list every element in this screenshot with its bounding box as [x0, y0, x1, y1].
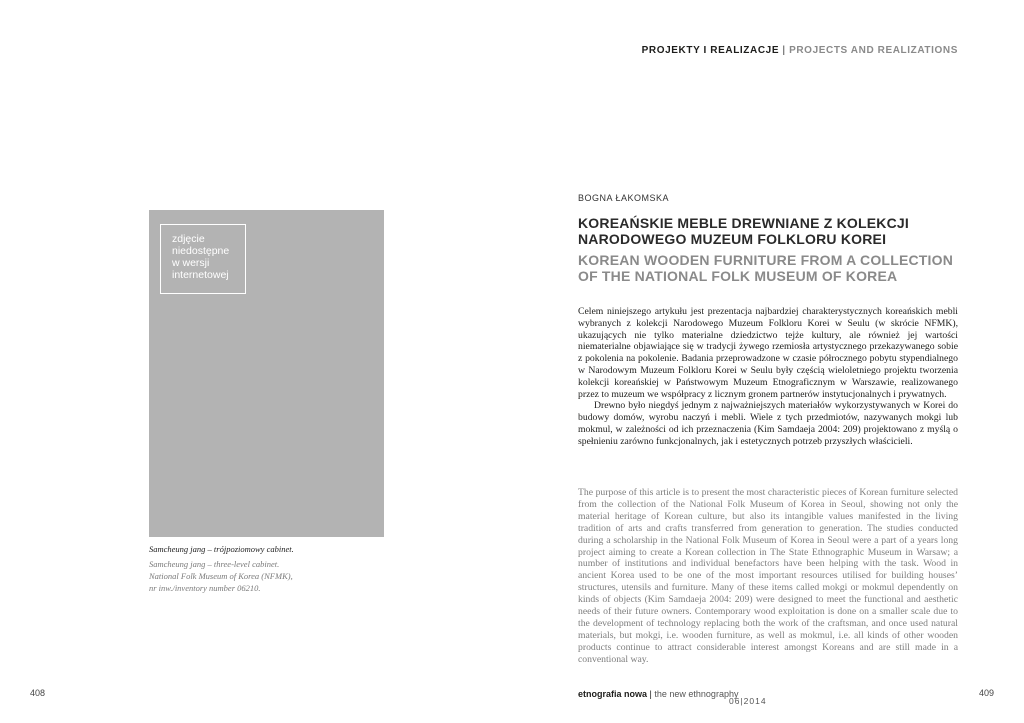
abstract-pl-paragraph-1: Celem niniejszego artykułu jest prezentacja najbardziej charakterystycznych koreańskich mebli wybranych z kolekcji Narodowego Muzeum Folkloru Korei w Seulu (w skrócie NFMK), ukazujących nie tylko materialne dziedzictwo tejże kultury, ale również jej wartości niematerialne objawiające się w tradycji żywego rzemiosła artystycznego przekazywanego sobie z pokolenia na pokolenie. Badania przeprowadzone w czasie półrocznego pobytu stypendialnego w Narodowym Muzeum Folkloru Korei w Seulu były częścią wieloletniego projektu tworzenia kolekcji koreańskiej w Państwowym Muzeum Etnograficznym w Warszawie, realizowanego przez to muzeum we współpracy z licznym gronem partnerów instytucjonalnych i prywatnych. [578, 306, 958, 400]
photo-caption [149, 543, 389, 594]
journal-separator: | [649, 689, 652, 699]
article-title-en: KOREAN WOODEN FURNITURE FROM A COLLECTION OF THE NATIONAL FOLK MUSEUM OF KOREA [578, 252, 954, 284]
journal-name-pl: etnografia nowa [578, 689, 648, 699]
journal-name [578, 689, 738, 699]
abstract-pl [578, 306, 958, 448]
article-title-pl: KOREAŃSKIE MEBLE DREWNIANE Z KOLEKCJI NARODOWEGO MUZEUM FOLKLORU KOREI [578, 215, 909, 247]
journal-name-en: the new ethnography [654, 689, 739, 699]
page-number-right: 409 [978, 688, 994, 698]
section-title-pl: PROJEKTY I REALIZACJE [641, 45, 780, 56]
section-header [642, 45, 958, 56]
photo-placeholder [149, 210, 384, 537]
caption-pl: Samcheung jang – trójpoziomowy cabinet. [149, 544, 294, 554]
article-author: BOGNA ŁAKOMSKA [578, 193, 670, 203]
section-separator: | [782, 45, 786, 56]
abstract-en [578, 487, 958, 666]
section-title-en: PROJECTS AND REALIZATIONS [789, 45, 958, 56]
issue-number: 06|2014 [729, 696, 767, 706]
abstract-pl-paragraph-2: Drewno było niegdyś jednym z najważniejszych materiałów wykorzystywanych w Korei do budowy domów, wyrobu naczyń i mebli. Wiele z tych przedmiotów, nazywanych mokgi lub mokmul, w zależności od ich przeznaczenia (Kim Samdaeja 2004: 209) projektowano z myślą o spełnieniu zarówno funkcjonalnych, jak i estetycznych potrzeb przyszłych właścicieli. [578, 400, 958, 447]
photo-unavailable-note: zdjęcie niedostępne w wersji internetowej [160, 224, 246, 294]
page-number-left: 408 [30, 688, 46, 698]
caption-en: Samcheung jang – three-level cabinet. National Folk Museum of Korea (NFMK), nr inw./inventory number 06210. [149, 559, 293, 593]
abstract-en-paragraph: The purpose of this article is to present the most characteristic pieces of Korean furniture selected from the collection of the National Folk Museum of Korea in Seoul, showing not only the material heritage of Korean culture, but also its intangible values manifested in the living tradition of arts and crafts transferred from generation to generation. The studies conducted during a scholarship in the National Folk Museum of Korea in Seoul were a part of a years long project aiming to create a Korean collection in The State Ethnographic Museum in Warsaw; a number of institutions and individual benefactors have been helping with the task. Wood in ancient Korea used to be one of the most important resources utilised for building houses’ structures, utensils and furniture. Many of these items called mokgi or mokmul dependently on kinds of objects (Kim Samdaeja 2004: 209) were designed to meet the functional and aesthetic needs of their future owners. Contemporary wood exploitation is done on a smaller scale due to the development of technology replacing both the work of the craftsman, and once used natural materials, but mokgi, i.e. wooden furniture, as well as mokmul, i.e. all kinds of other wooden products continue to attract considerable interest amongst Koreans and are still made in a conventional way. [578, 487, 958, 665]
